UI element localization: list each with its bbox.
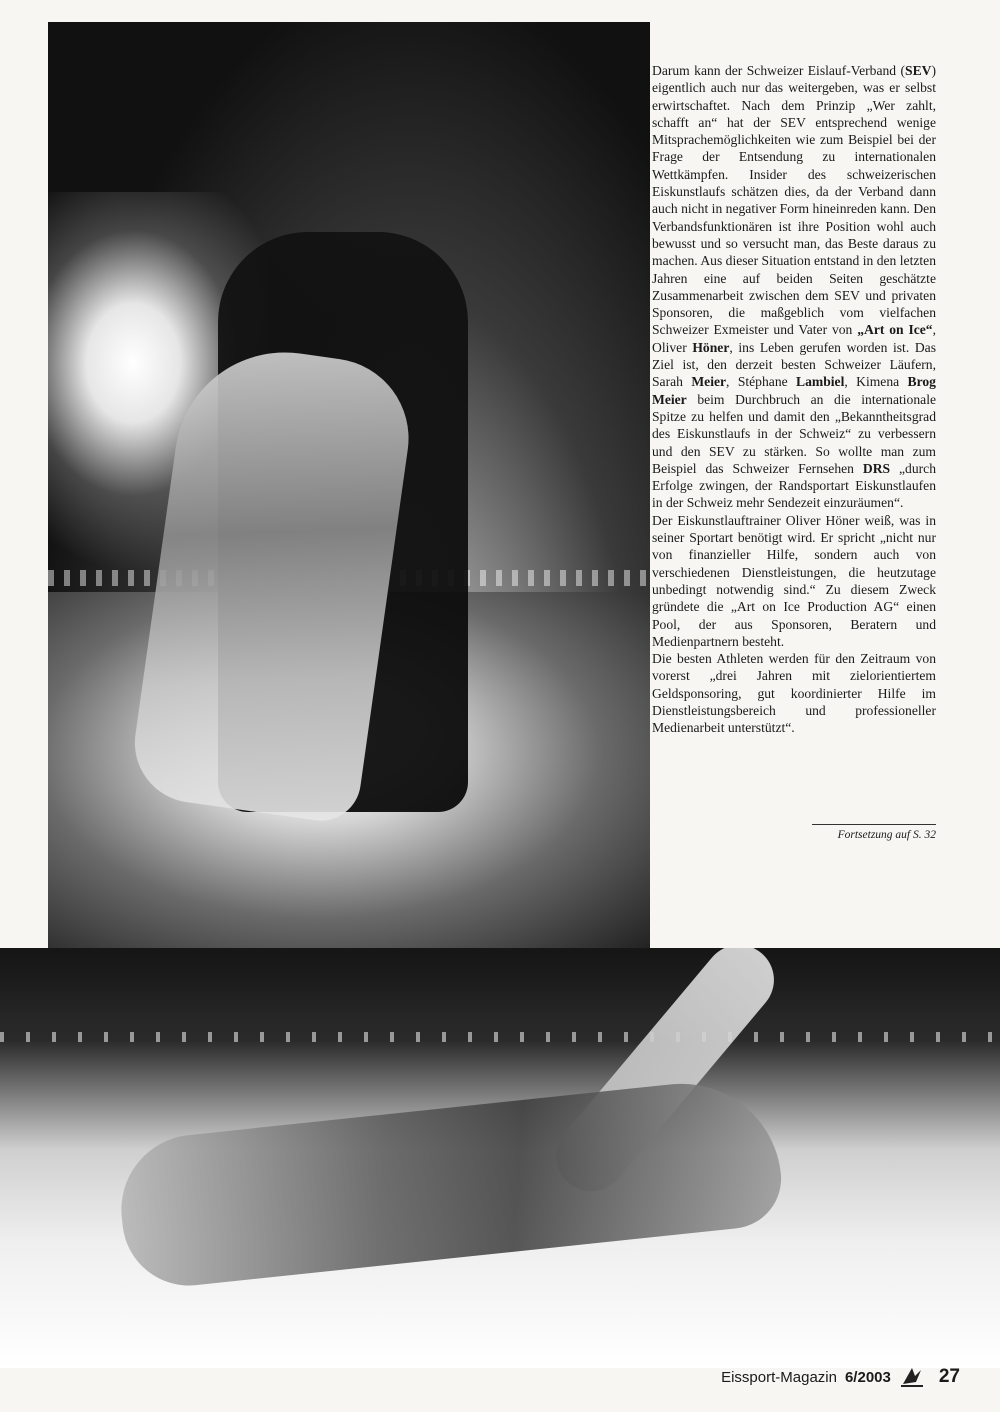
arena-darkness [0, 948, 1000, 1018]
continuation-rule [812, 824, 936, 825]
text-run: , Kimena [844, 374, 908, 390]
page-footer [721, 1364, 960, 1390]
article-text [652, 62, 936, 737]
text-run: ) eigentlich auch nur das weitergeben, was er selbst erwirtschaftet. Nach dem Prinzip „Wer zahlt, schafft an“ hat der SEV entsprechend wenige Mitsprachemöglichkeiten wie zum Beispiel bei der Frage der Entsendung zu internationalen Wettkämpfen. Insider des schweizerischen Eiskunstlaufs schätzen dies, da der Verband dann auch nicht in negativer Form hineinreden kann. Den Verbandsfunktionären ist ihre Position wohl auch bewusst und so versucht man, das Beste daraus zu machen. Aus dieser Situation entstand in den letzten Jahren eine auf beiden Seiten geschätzte Zusammenarbeit zwischen dem SEV und privaten Sponsoren, die maßgeblich vom vielfachen Schweizer Exmeister und Vater von [652, 63, 936, 338]
bold-text: DRS [862, 460, 891, 476]
text-run: Darum kann der Schweizer Eislauf-Verband ( [652, 63, 906, 78]
text-run: , ins Leben gerufen worden ist. Das Ziel ist, den derzeit besten Schweizer Läufern, Sarah [652, 339, 936, 390]
text-run: Der Eiskunstlauftrainer Oliver Höner weiß, was in seiner Sportart benötigt wird. Er spricht „nicht nur von finanzieller Hilfe, sondern auch von verschiedenen Dienstleistungen, die heutzutage unbedingt notwendig sind.“ Zu diesem Zweck gründete die „Art on Ice Production AG“ einen Pool, der aus Sponsoren, Beratern und Medienpartnern besteht. [652, 512, 936, 649]
article-paragraph [652, 650, 936, 736]
text-run: , Stéphane [726, 374, 797, 390]
skater-logo-icon [899, 1364, 925, 1390]
text-run: „durch Erfolge zwingen, der Randsportart Eiskunstlaufen in der Schweiz mehr Sendezeit einzuräumen“. [652, 460, 936, 511]
bold-text: „Art on Ice“ [857, 322, 933, 338]
article-paragraph [652, 512, 936, 650]
text-run: beim Durchbruch an die internationale Spitze zu helfen und damit den „Bekanntheitsgrad des Eiskunstlaufs in der Schweiz“ zu verbessern und den SEV zu stärken. So wollte man zum Beispiel das Schweizer Fernsehen [652, 391, 936, 476]
photo-pair-skating [48, 22, 650, 948]
bold-text: SEV [905, 63, 932, 78]
bold-text: Lambiel [796, 374, 845, 390]
magazine-name: Eissport-Magazin [721, 1368, 837, 1386]
bold-text: Brog Meier [652, 374, 936, 407]
article-paragraph [652, 62, 936, 512]
skater-lying-figure [114, 1074, 786, 1292]
page-number: 27 [938, 1366, 960, 1387]
issue-number: 6/2003 [844, 1368, 891, 1386]
bold-text: Höner [692, 339, 730, 355]
photo-solo-skater [0, 948, 1000, 1368]
text-run: , Oliver [652, 322, 936, 355]
continuation-note: Fortsetzung auf S. 32 [837, 829, 936, 841]
text-run: Die besten Athleten werden für den Zeitraum von vorerst „drei Jahren mit zielorientiertem Geldsponsoring, gut koordinierter Hilfe im Dienstleistungsbereich und professioneller Medienarbeit unterstützt“. [652, 651, 936, 736]
bold-text: Meier [691, 374, 727, 390]
rink-lights-bottom [0, 1032, 1000, 1042]
